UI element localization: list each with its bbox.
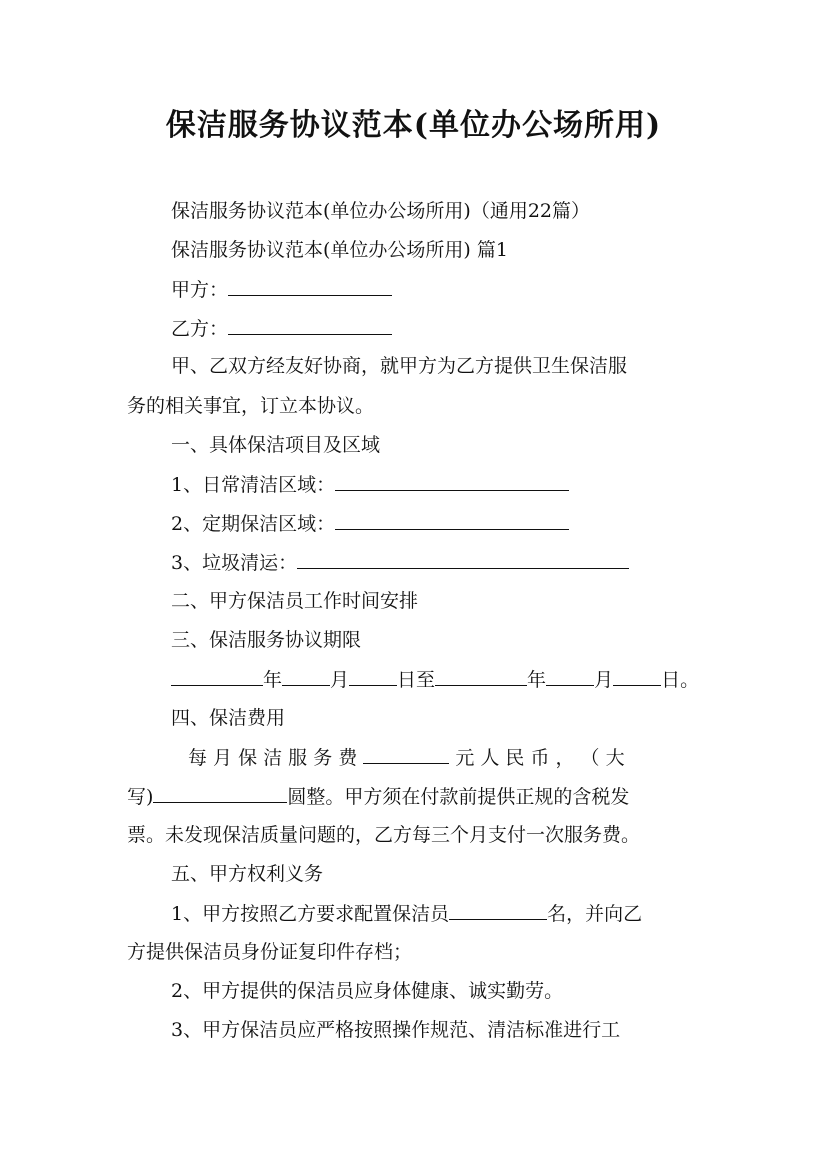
end-day-blank <box>613 667 661 686</box>
end-month-blank <box>546 667 594 686</box>
section5-item3: 3、甲方保洁员应严格按照操作规范、清洁标准进行工 <box>171 1019 621 1041</box>
party-b-label: 乙方： <box>171 318 229 340</box>
start-day-label: 日至 <box>397 669 436 691</box>
section4-heading: 四、保洁费用 <box>171 707 286 729</box>
section1-item3-blank <box>297 550 629 569</box>
intro-paragraph-line1: 甲、乙双方经友好协商，就甲方为乙方提供卫生保洁服 <box>171 355 628 377</box>
section1-item3-label: 3、垃圾清运： <box>171 552 298 574</box>
document-subtitle: 保洁服务协议范本(单位办公场所用)（通用22篇） <box>171 200 591 222</box>
end-month-label: 月 <box>594 669 614 691</box>
section5-item1 <box>171 901 642 926</box>
section5-heading: 五、甲方权利义务 <box>171 863 324 885</box>
party-a-line <box>171 277 392 302</box>
section1-item1 <box>171 472 569 497</box>
fee-uppercase-blank <box>153 784 287 803</box>
section4-fee-line2 <box>127 784 629 809</box>
section2-heading: 二、甲方保洁员工作时间安排 <box>171 590 419 612</box>
section1-item3 <box>171 550 629 575</box>
section5-item2: 2、甲方提供的保洁员应身体健康、诚实勤劳。 <box>171 980 564 1002</box>
section1-item2-blank <box>335 511 569 530</box>
section3-date-range <box>171 667 699 692</box>
section4-fee-line3: 票。未发现保洁质量问题的，乙方每三个月支付一次服务费。 <box>127 824 641 846</box>
section1-item2 <box>171 511 569 536</box>
party-a-blank <box>228 277 392 296</box>
section5-item1-end: 名，并向乙 <box>547 903 643 925</box>
section4-fee-line1 <box>188 745 625 770</box>
cleaner-count-blank <box>449 901 547 920</box>
start-month-label: 月 <box>330 669 350 691</box>
party-b-blank <box>228 316 392 335</box>
section1-heading: 一、具体保洁项目及区域 <box>171 434 381 456</box>
section3-heading: 三、保洁服务协议期限 <box>171 629 362 651</box>
end-year-blank <box>435 667 527 686</box>
fee-text-part1: 每 月 保 洁 服 务 费 <box>188 747 358 769</box>
intro-paragraph-line2: 务的相关事宜，订立本协议。 <box>127 395 375 417</box>
fee-line2-end: 圆整。甲方须在付款前提供正规的含税发 <box>287 786 630 808</box>
start-year-blank <box>171 667 263 686</box>
article-heading: 保洁服务协议范本(单位办公场所用) 篇1 <box>171 239 508 261</box>
section5-item1-start: 1、甲方按照乙方要求配置保洁员 <box>171 903 450 925</box>
document-title: 保洁服务协议范本(单位办公场所用) <box>165 108 662 143</box>
end-day-label: 日。 <box>661 669 700 691</box>
start-month-blank <box>282 667 330 686</box>
start-day-blank <box>349 667 397 686</box>
party-b-line <box>171 316 392 341</box>
section1-item1-label: 1、日常清洁区域： <box>171 474 336 496</box>
party-a-label: 甲方： <box>171 279 229 301</box>
section1-item1-blank <box>335 472 569 491</box>
end-year-label: 年 <box>527 669 547 691</box>
fee-text-part2: 元 人 民 币 ， （ 大 <box>455 747 625 769</box>
fee-line2-start: 写) <box>127 786 154 808</box>
section1-item2-label: 2、定期保洁区域： <box>171 513 336 535</box>
section5-item1-line2: 方提供保洁员身份证复印件存档； <box>127 941 413 963</box>
start-year-label: 年 <box>263 669 283 691</box>
fee-amount-blank <box>363 745 449 764</box>
